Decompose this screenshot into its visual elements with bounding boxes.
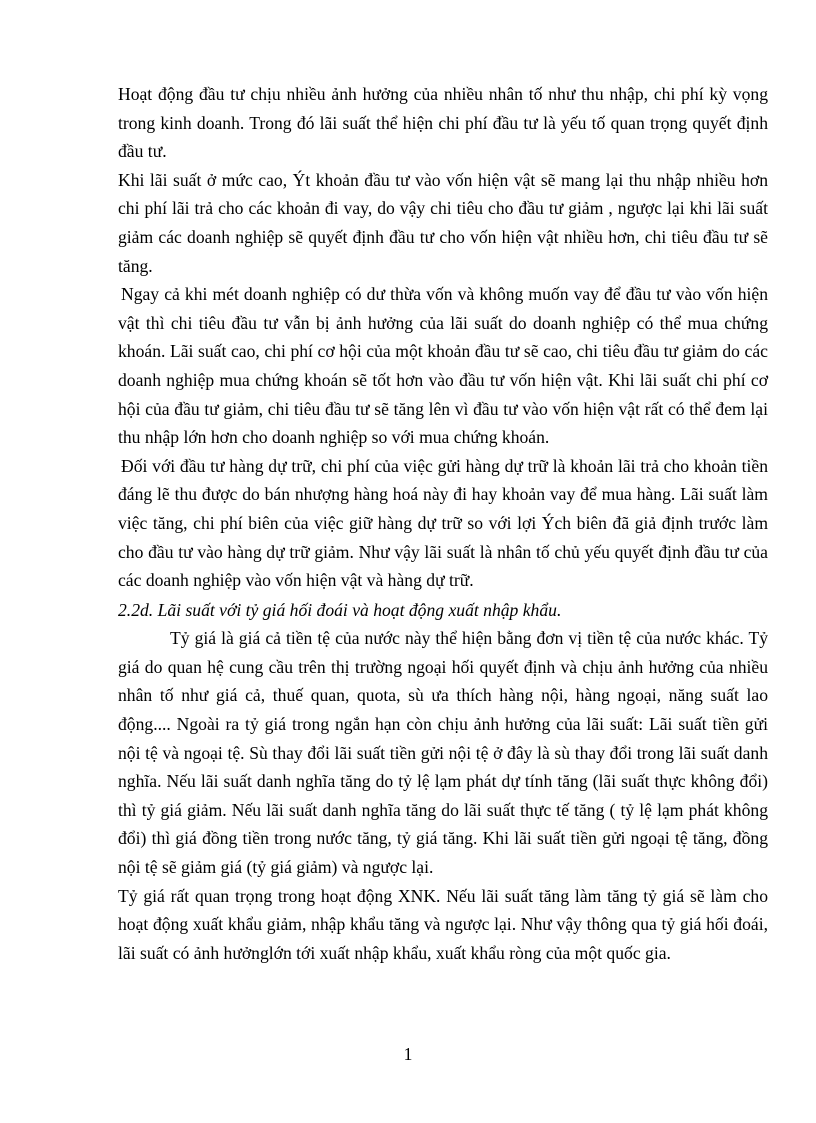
paragraph-surplus-capital: Ngay cả khi mét doanh nghiệp có dư thừa vốn và không muốn vay để đầu tư vào vốn hiện vật thì chi tiêu đầu tư vẫn bị ảnh hưởng của lãi suất do doanh nghiệp có thể mua chứng khoán. Lãi suất cao, chi phí cơ hội của một khoản đầu tư sẽ cao, chi tiêu đầu tư giảm do các doanh nghiệp mua chứng khoán sẽ tốt hơn vào đầu tư vốn hiện vật. Khi lãi suất chi phí cơ hội của đầu tư giảm, chi tiêu đầu tư sẽ tăng lên vì đầu tư vào vốn hiện vật rất có thể đem lại thu nhập lớn hơn cho doanh nghiệp so với mua chứng khoán. — [118, 284, 768, 448]
page-number: 1 — [403, 1044, 413, 1064]
paragraph-high-interest: Khi lãi suất ở mức cao, Ýt khoản đầu tư vào vốn hiện vật sẽ mang lại thu nhập nhiều hơn chi phí lãi trả cho các khoản đi vay, do vậy chi tiêu cho đầu tư giảm , ngược lại khi lãi suất giảm các doanh nghiệp sẽ quyết định đầu tư cho vốn hiện vật nhiều hơn, chi tiêu đầu tư sẽ tăng. — [118, 169, 768, 276]
paragraph-investment-factors: Hoạt động đầu tư chịu nhiều ảnh hưởng của nhiều nhân tố như thu nhập, chi phí kỳ vọng trong kinh doanh. Trong đó lãi suất thể hiện chi phí đầu tư là yếu tố quan trọng quyết định đầu tư. — [118, 84, 768, 162]
paragraph-inventory-investment: Đối với đầu tư hàng dự trữ, chi phí của việc gửi hàng dự trữ là khoản lãi trả cho khoản tiền đáng lẽ thu được do bán nhượng hàng hoá này đi hay khoản vay để mua hàng. Lãi suất làm việc tăng, chi phí biên của việc giữ hàng dự trữ so với lợi Ých biên đã giả định trước làm cho đầu tư vào hàng dự trữ giảm. Như vậy lãi suất là nhân tố chủ yếu quyết định đầu tư của các doanh nghiệp vào vốn hiện vật và hàng dự trữ. — [118, 455, 768, 591]
paragraph-trade-impact: Tỷ giá rất quan trọng trong hoạt động XNK. Nếu lãi suất tăng làm tăng tỷ giá sẽ làm cho hoạt động xuất khẩu giảm, nhập khẩu tăng và ngược lại. Như vậy thông qua tỷ giá hối đoái, lãi suất có ảnh hưởnglớn tới xuất nhập khẩu, xuất khẩu ròng của một quốc gia. — [118, 885, 768, 963]
paragraph-exchange-rate: Tỷ giá là giá cả tiền tệ của nước này thể hiện bằng đơn vị tiền tệ của nước khác. Tỷ giá do quan hệ cung cầu trên thị trường ngoại hối quyết định và chịu ảnh hưởng của nhiều nhân tố như giá cả, thuế quan, quota, sù ưa thích hàng nội, hàng ngoại, năng suất lao động.... Ngoài ra tỷ giá trong ngắn hạn còn chịu ảnh hưởng của lãi suất: Lãi suất tiền gửi nội tệ và ngoại tệ. Sù thay đổi lãi suất tiền gửi nội tệ ở đây là sù thay đổi trong lãi suất danh nghĩa. Nếu lãi suất danh nghĩa tăng do tỷ lệ lạm phát dự tính tăng (lãi suất thực không đổi) thì tỷ giá giảm. Nếu lãi suất danh nghĩa tăng do lãi suất thực tế tăng ( tỷ lệ lạm phát không đổi) thì giá đồng tiền trong nước tăng, tỷ giá tăng. Khi lãi suất tiền gửi ngoại tệ tăng, đồng nội tệ sẽ giảm giá (tỷ giá giảm) và ngược lại. — [118, 628, 768, 878]
document-body — [118, 80, 768, 967]
section-heading: 2.2d. Lãi suất với tỷ giá hối đoái và hoạt động xuất nhập khẩu. — [118, 599, 562, 620]
